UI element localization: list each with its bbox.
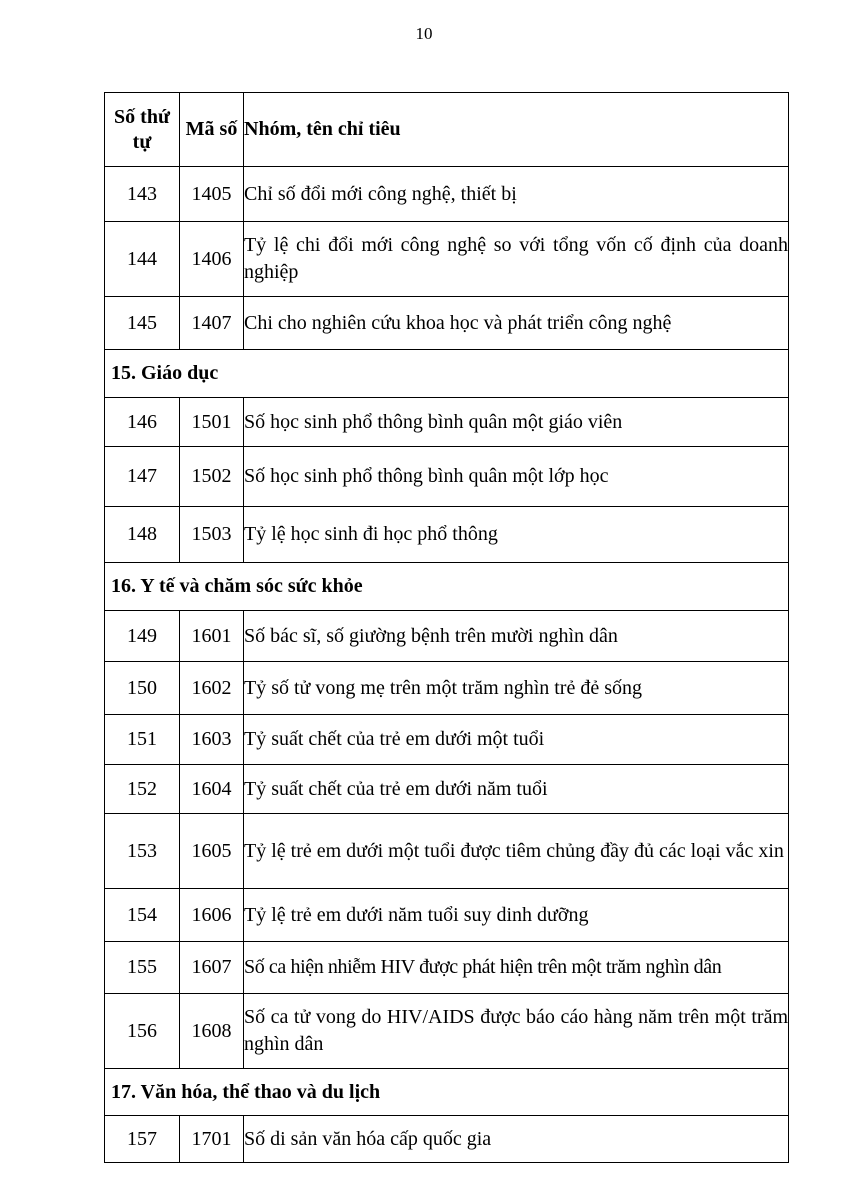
row-code: 1606 — [180, 889, 244, 942]
row-code: 1607 — [180, 942, 244, 994]
header-stt: Số thứ tự — [105, 93, 180, 167]
row-name: Tỷ số tử vong mẹ trên một trăm nghìn trẻ đẻ sống — [244, 662, 789, 715]
row-code: 1701 — [180, 1116, 244, 1163]
row-name: Số ca hiện nhiễm HIV được phát hiện trên một trăm nghìn dân — [244, 942, 789, 994]
row-name: Tỷ lệ trẻ em dưới năm tuổi suy dinh dưỡng — [244, 889, 789, 942]
table-row — [105, 889, 789, 942]
row-code: 1605 — [180, 814, 244, 889]
row-name: Chỉ số đổi mới công nghệ, thiết bị — [244, 167, 789, 222]
row-code: 1604 — [180, 765, 244, 814]
row-name: Số bác sĩ, số giường bệnh trên mười nghìn dân — [244, 611, 789, 662]
row-stt: 145 — [105, 297, 180, 350]
row-stt: 144 — [105, 222, 180, 297]
row-code: 1407 — [180, 297, 244, 350]
section-row — [105, 350, 789, 398]
section-row — [105, 1069, 789, 1116]
row-name: Số học sinh phổ thông bình quân một giáo viên — [244, 398, 789, 447]
table-row — [105, 994, 789, 1069]
row-stt: 157 — [105, 1116, 180, 1163]
row-code: 1603 — [180, 715, 244, 765]
row-name: Tỷ suất chết của trẻ em dưới năm tuổi — [244, 765, 789, 814]
row-name: Tỷ suất chết của trẻ em dưới một tuổi — [244, 715, 789, 765]
row-name: Tỷ lệ chi đổi mới công nghệ so với tổng vốn cố định của doanh nghiệp — [244, 222, 789, 297]
row-code: 1406 — [180, 222, 244, 297]
row-name: Tỷ lệ học sinh đi học phổ thông — [244, 507, 789, 563]
table-row — [105, 507, 789, 563]
row-stt: 156 — [105, 994, 180, 1069]
table-row — [105, 765, 789, 814]
table-header-row — [105, 93, 789, 167]
table-row — [105, 398, 789, 447]
row-stt: 153 — [105, 814, 180, 889]
row-code: 1502 — [180, 447, 244, 507]
table-row — [105, 447, 789, 507]
row-stt: 150 — [105, 662, 180, 715]
row-stt: 146 — [105, 398, 180, 447]
indicator-table — [104, 92, 789, 1163]
row-stt: 151 — [105, 715, 180, 765]
row-code: 1608 — [180, 994, 244, 1069]
row-code: 1501 — [180, 398, 244, 447]
header-name: Nhóm, tên chỉ tiêu — [244, 93, 789, 167]
row-code: 1601 — [180, 611, 244, 662]
row-stt: 152 — [105, 765, 180, 814]
table-row — [105, 1116, 789, 1163]
row-stt: 148 — [105, 507, 180, 563]
table-row — [105, 611, 789, 662]
section-title: 16. Y tế và chăm sóc sức khỏe — [105, 563, 789, 611]
section-title: 17. Văn hóa, thể thao và du lịch — [105, 1069, 789, 1116]
section-title: 15. Giáo dục — [105, 350, 789, 398]
page-number: 10 — [415, 24, 433, 43]
row-code: 1503 — [180, 507, 244, 563]
row-code: 1602 — [180, 662, 244, 715]
row-stt: 155 — [105, 942, 180, 994]
section-row — [105, 563, 789, 611]
row-name: Số di sản văn hóa cấp quốc gia — [244, 1116, 789, 1163]
row-name: Chi cho nghiên cứu khoa học và phát triển công nghệ — [244, 297, 789, 350]
table-row — [105, 222, 789, 297]
row-name: Số học sinh phổ thông bình quân một lớp học — [244, 447, 789, 507]
table-row — [105, 167, 789, 222]
row-name: Số ca tử vong do HIV/AIDS được báo cáo hàng năm trên một trăm nghìn dân — [244, 994, 789, 1069]
row-stt: 143 — [105, 167, 180, 222]
table-row — [105, 814, 789, 889]
row-stt: 154 — [105, 889, 180, 942]
table-row — [105, 662, 789, 715]
table-row — [105, 942, 789, 994]
row-code: 1405 — [180, 167, 244, 222]
row-name: Tỷ lệ trẻ em dưới một tuổi được tiêm chủng đầy đủ các loại vắc xin — [244, 814, 789, 889]
table-row — [105, 715, 789, 765]
row-stt: 149 — [105, 611, 180, 662]
row-stt: 147 — [105, 447, 180, 507]
header-code: Mã số — [180, 93, 244, 167]
table-row — [105, 297, 789, 350]
